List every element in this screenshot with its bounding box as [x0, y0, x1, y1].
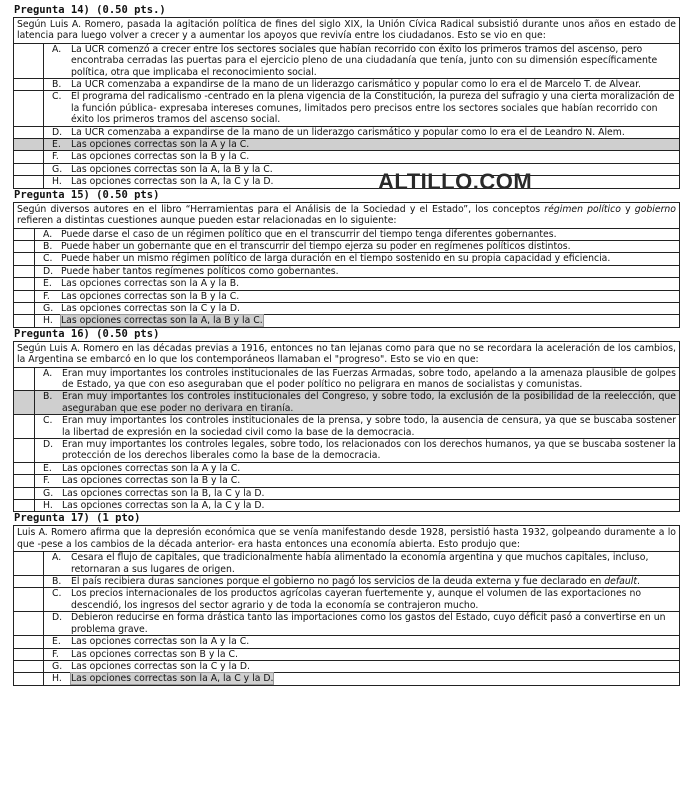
stem-emphasis: gobierno: [634, 203, 676, 215]
watermark: ALTILLO.COM: [378, 169, 533, 194]
option-letter: D.: [52, 126, 63, 138]
question-16-stem: Según Luis A. Romero en las décadas previas a 1916, entonces no tan lejanas como para que no se recordara la aceleración de los cambios, la Argentina se embarcó en lo que los contemporáneos llamaban el "progreso". Esto se vio en que:: [14, 342, 679, 368]
option-text: Las opciones correctas son la A, la B y la C.: [71, 163, 273, 175]
stem-text: Según diversos autores en el libro “Herramientas para el Análisis de la Sociedad y el Estado”, los conceptos: [17, 203, 545, 215]
question-17-box: [13, 525, 680, 685]
option-text: Eran muy importantes los controles institucionales del Congreso, y sobre todo, la exclusión de la posibilidad de la reelección, que aseguraban que ese poder no derivara en tiranía.: [62, 391, 676, 414]
q17-option-d[interactable]: [14, 612, 679, 636]
option-text: Eran muy importantes los controles institucionales de las Fuerzas Armadas, sobre todo, apelando a la amenaza plausible de golpes de Estado, ya que con eso aseguraban que el poder político no peligrara en manos de socialistas y comunistas.: [62, 367, 676, 390]
q14-option-a[interactable]: [14, 44, 679, 79]
option-text: La UCR comenzaba a expandirse de la mano de un liderazgo carismático y popular como lo era el de Marcelo T. de Alvear.: [71, 79, 642, 91]
q17-option-f[interactable]: [14, 649, 679, 661]
q14-option-e-selected[interactable]: [14, 139, 679, 151]
option-text: Puede darse el caso de un régimen político que en el transcurrir del tiempo tenga diferentes gobernantes.: [61, 228, 557, 240]
option-text-part: .: [636, 576, 640, 588]
option-letter: H.: [43, 315, 53, 327]
question-15-box: [13, 202, 680, 328]
stem-text: refieren a distintas cuestiones aunque pueden estar relacionadas en lo siguiente:: [17, 215, 397, 227]
q16-option-f[interactable]: [14, 475, 679, 487]
option-letter: G.: [43, 302, 54, 314]
question-17-stem: Luis A. Romero afirma que la depresión económica que se venía manifestando desde 1928, persistió hasta 1932, golpeando duramente a lo que -pese a los cambios de la década anterior- era hasta entonces una economía abierta. Esto produjo que:: [14, 526, 679, 552]
option-text: Puede haber un mismo régimen político de larga duración en el tiempo sostenido en su propia capacidad y eficiencia.: [61, 253, 611, 265]
question-17-header: Pregunta 17) (1 pto): [14, 512, 141, 525]
selected-answer-highlight: Las opciones correctas son la A, la C y la D.: [71, 673, 274, 685]
option-text: [71, 576, 679, 587]
q14-option-g[interactable]: [14, 164, 679, 176]
option-letter: E.: [43, 278, 52, 290]
q15-option-e[interactable]: [14, 278, 679, 290]
q14-option-b[interactable]: [14, 79, 679, 91]
option-letter: G.: [43, 487, 54, 499]
q15-option-d[interactable]: [14, 266, 679, 278]
q16-option-h[interactable]: [14, 500, 679, 511]
q17-option-g[interactable]: [14, 661, 679, 673]
q17-option-b[interactable]: [14, 576, 679, 588]
option-text: Las opciones correctas son la B y la C.: [71, 151, 250, 163]
option-letter: A.: [52, 552, 62, 564]
option-text: Cesara el flujo de capitales, que tradicionalmente había alimentado la economía argentina y que muchos capitales, incluso, retornaran a sus lugares de origen.: [71, 552, 649, 575]
option-letter: C.: [43, 415, 53, 427]
option-text: Las opciones correctas son la A y la C.: [71, 636, 250, 648]
option-text: Las opciones correctas son la A, la C y la D.: [62, 500, 265, 512]
question-14-stem: Según Luis A. Romero, pasada la agitación política de fines del siglo XIX, la Unión Cívica Radical subsistió durante unos años en estado de latencia para luego volver a crecer y a aumentar los apoyos que revivía entre los ciudadanos. Esto se vio en que:: [14, 18, 679, 44]
option-letter: A.: [43, 228, 53, 240]
selected-answer-highlight: Las opciones correctas son la A, la B y la C.: [61, 315, 263, 327]
q14-option-c[interactable]: [14, 91, 679, 126]
q16-option-a[interactable]: [14, 368, 679, 392]
option-letter: H.: [52, 176, 62, 188]
q14-option-f[interactable]: [14, 151, 679, 163]
option-letter: B.: [52, 576, 62, 588]
option-text: Las opciones correctas son la A y la B.: [61, 278, 240, 290]
option-letter: D.: [43, 265, 54, 277]
q14-option-d[interactable]: [14, 127, 679, 139]
option-letter: A.: [43, 367, 53, 379]
q16-option-g[interactable]: [14, 488, 679, 500]
option-letter: F.: [52, 648, 59, 660]
q15-option-a[interactable]: [14, 229, 679, 241]
option-text: Las opciones correctas son la A y la C.: [71, 139, 250, 151]
option-letter: G.: [52, 163, 63, 175]
q17-option-c[interactable]: [14, 588, 679, 612]
option-letter: F.: [43, 290, 50, 302]
option-letter: C.: [52, 588, 62, 600]
q16-option-b-selected[interactable]: [14, 391, 679, 415]
option-letter: D.: [43, 439, 54, 450]
option-letter: F.: [43, 475, 50, 487]
question-14-box: [13, 17, 680, 194]
option-letter: E.: [52, 636, 61, 648]
option-letter: E.: [52, 139, 61, 151]
option-text: Las opciones correctas son B y la C.: [71, 648, 238, 660]
q15-option-c[interactable]: [14, 253, 679, 265]
option-text: Las opciones correctas son la B y la C.: [61, 290, 240, 302]
option-text: Los precios internacionales de los productos agrícolas cayeran fuertemente y, aunque el volumen de las exportaciones no descendió, los ingresos del sector agrario y de toda la economía se contrajeron mucho.: [71, 588, 642, 611]
question-15-header: Pregunta 15) (0.50 pts): [14, 188, 160, 201]
option-text: Puede haber un gobernante que en el transcurrir del tiempo ejerza su poder en regímenes políticos distintos.: [61, 240, 571, 252]
exam-page: [13, 4, 680, 686]
q16-option-d[interactable]: [14, 439, 679, 463]
option-text-emphasis: default: [604, 576, 637, 588]
q16-option-c[interactable]: [14, 415, 679, 439]
option-letter: B.: [43, 391, 53, 403]
q15-option-h-selected[interactable]: [14, 315, 679, 326]
option-text: El programa del radicalismo -centrado en la plena vigencia de la Constitución, la pureza del sufragio y una cierta moralización de la función pública- expresaba intereses comunes, limitados pero precisos entre los sectores sociales que habían recorrido con éxito los primeros tramos del ascenso social.: [71, 91, 675, 126]
option-text: Las opciones correctas son la A y la C.: [62, 462, 241, 474]
option-text: Eran muy importantes los controles institucionales de la prensa, y sobre todo, la ausencia de censura, ya que se buscaba sostener la libertad de expresión en la sociedad civil como la base de la democracia.: [62, 415, 676, 438]
q15-option-g[interactable]: [14, 303, 679, 315]
q17-option-a[interactable]: [14, 552, 679, 576]
q16-option-e[interactable]: [14, 463, 679, 475]
stem-emphasis: régimen político: [544, 203, 621, 215]
option-text: Eran muy importantes los controles legales, sobre todo, los relacionados con los derechos humanos, ya que se buscaba sostener la protección de los derechos liberales como la base de la democracia.: [62, 439, 676, 462]
option-text-part: El país recibiera duras sanciones porque el gobierno no pagó los servicios de la deuda externa y fue declarado en: [71, 576, 605, 588]
question-16-box: [13, 341, 680, 513]
option-text: Debieron reducirse en forma drástica tanto las importaciones como los gastos del Estado, cuyo déficit pasó a convertirse en un problema grave.: [71, 612, 666, 635]
question-14-header: Pregunta 14) (0.50 pts.): [14, 4, 166, 16]
option-text: La UCR comenzaba a expandirse de la mano de un liderazgo carismático y popular como lo era el de Leandro N. Alem.: [71, 126, 625, 138]
stem-text: y: [620, 203, 635, 215]
option-text: Las opciones correctas son la A, la C y la D.: [71, 176, 274, 188]
q15-option-b[interactable]: [14, 241, 679, 253]
question-16-header: Pregunta 16) (0.50 pts): [14, 327, 160, 340]
option-text: [61, 315, 679, 326]
option-text: Las opciones correctas son la C y la D.: [71, 660, 250, 672]
option-letter: H.: [43, 500, 53, 512]
option-letter: B.: [52, 79, 62, 91]
question-15-stem: [14, 203, 679, 229]
q15-option-f[interactable]: [14, 291, 679, 303]
q17-option-e[interactable]: [14, 636, 679, 648]
option-text: [71, 673, 679, 684]
q17-option-h-selected[interactable]: [14, 673, 679, 684]
option-letter: B.: [43, 240, 53, 252]
option-text: Las opciones correctas son la B y la C.: [62, 475, 241, 487]
option-letter: C.: [43, 253, 53, 265]
option-letter: A.: [52, 43, 62, 55]
option-letter: C.: [52, 91, 62, 103]
option-text: Las opciones correctas son la B, la C y la D.: [62, 487, 265, 499]
option-text: Puede haber tantos regímenes políticos como gobernantes.: [61, 265, 339, 277]
option-text: La UCR comenzó a crecer entre los sectores sociales que habían recorrido con éxito los primeros tramos del ascenso, pero encontraba cerradas las puertas para el ejercicio pleno de una ciudadanía que tenía, junto con su dimensión específicamente política, otra que implicaba el reconocimiento social.: [71, 43, 658, 78]
option-letter: H.: [52, 673, 62, 685]
option-letter: E.: [43, 462, 52, 474]
option-letter: F.: [52, 151, 59, 163]
option-letter: D.: [52, 612, 63, 624]
option-text: Las opciones correctas son la C y la D.: [61, 302, 240, 314]
option-letter: G.: [52, 660, 63, 672]
